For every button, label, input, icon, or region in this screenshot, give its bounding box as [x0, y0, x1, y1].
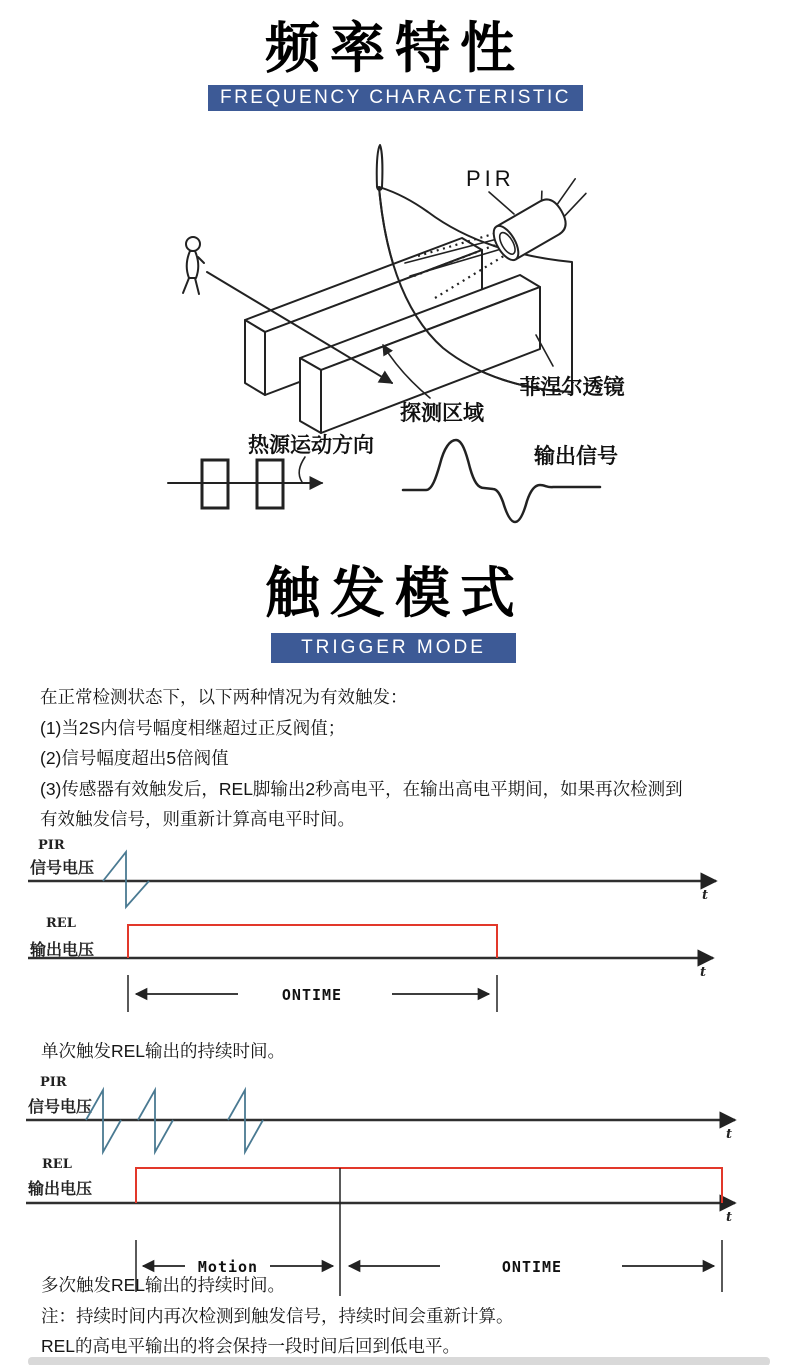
time-axis-label: t [700, 965, 707, 980]
motion-label: Motion [197, 1258, 259, 1276]
ontime-dimension [128, 975, 497, 1012]
output-signal-diagram [403, 440, 618, 522]
note-line: REL的高电平输出的将会保持一段时间后回到低电平。 [41, 1336, 461, 1356]
output-voltage-label: 输出电压 [28, 1181, 93, 1198]
rel-pulse [128, 925, 497, 958]
note-line: 注：持续时间内再次检测到触发信号，持续时间会重新计算。 [41, 1306, 514, 1326]
ontime-label: ONTIME [281, 986, 343, 1004]
heat-source-diagram [168, 433, 374, 508]
time-axis-label: t [726, 1127, 733, 1142]
bottom-divider [28, 1357, 770, 1365]
rel-axis-label: REL [42, 1157, 72, 1172]
pir-axis-label: PIR [38, 838, 65, 853]
fresnel-label: 菲涅尔透镜 [519, 376, 625, 399]
description-line: 有效触发信号，则重新计算高电平时间。 [40, 809, 355, 829]
signal-voltage-label: 信号电压 [30, 860, 95, 877]
time-axis-label: t [702, 888, 709, 903]
person-figure [183, 237, 204, 294]
single-trigger-timing-diagram [0, 830, 790, 1025]
description-line: (1)当2S内信号幅度相继超过正反阀值； [40, 717, 346, 738]
signal-voltage-label: 信号电压 [28, 1099, 93, 1116]
trigger-banner: TRIGGER MODE [271, 633, 516, 663]
rel-pulse [136, 1168, 722, 1203]
heat-label: 热源运动方向 [248, 434, 374, 457]
time-axis-label: t [726, 1210, 733, 1225]
multi-trigger-caption: 多次触发REL输出的持续时间。 [41, 1275, 286, 1295]
pir-principle-figure [0, 130, 790, 560]
single-trigger-caption: 单次触发REL输出的持续时间。 [41, 1041, 286, 1061]
pir-label: PIR [466, 166, 515, 191]
frequency-title: 频率特性 [264, 17, 525, 79]
description-line: (3)传感器有效触发后，REL脚输出2秒高电平，在输出高电平期间，如果再次检测到 [40, 778, 683, 799]
description-line: 在正常检测状态下，以下两种情况为有效触发： [40, 687, 408, 707]
ontime-label: ONTIME [501, 1258, 563, 1276]
rel-axis-label: REL [46, 916, 76, 931]
trigger-title: 触发模式 [264, 562, 525, 624]
output-voltage-label: 输出电压 [30, 942, 95, 959]
output-signal-label: 输出信号 [534, 445, 618, 468]
frequency-banner: FREQUENCY CHARACTERISTIC [208, 85, 583, 111]
trigger-description [40, 682, 772, 835]
pir-label-leader [489, 192, 514, 214]
pir-pulse [103, 852, 149, 907]
description-line: (2)信号幅度超出5倍阀值 [40, 748, 229, 768]
detection-label: 探测区域 [400, 402, 484, 425]
pir-axis-label: PIR [40, 1075, 67, 1090]
